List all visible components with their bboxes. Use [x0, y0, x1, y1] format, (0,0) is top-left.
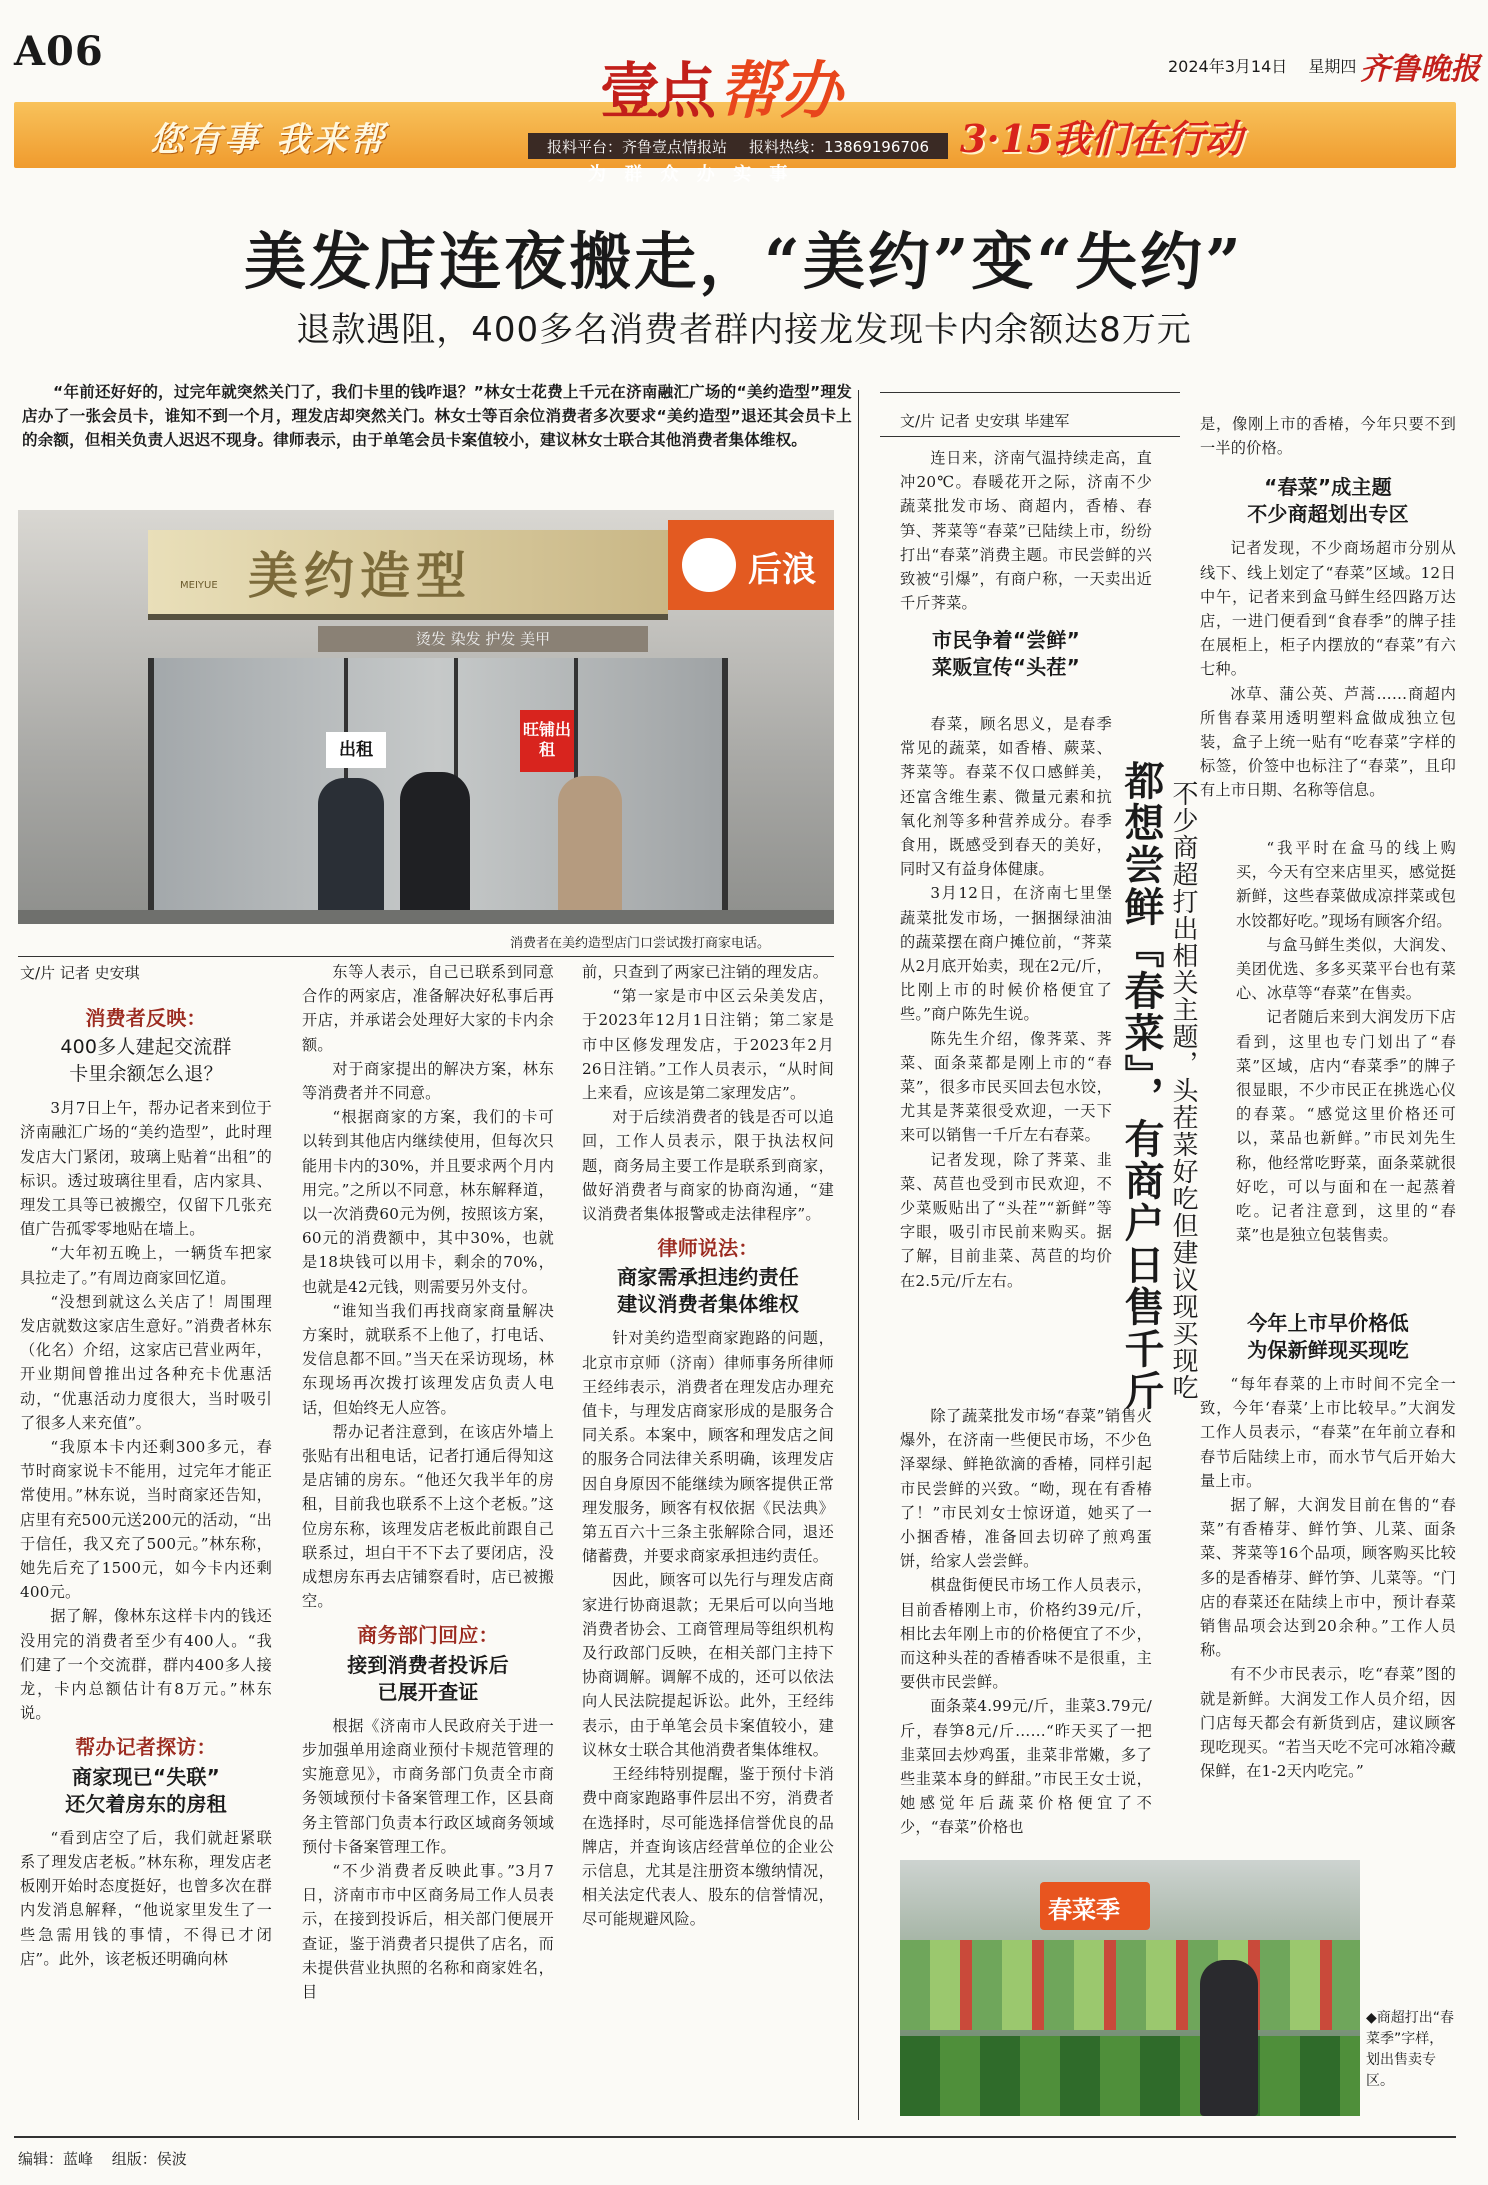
article1-subhead: 退款遇阻，400多名消费者群内接龙发现卡内余额达8万元 — [296, 310, 1192, 350]
section-logo-part1: 壹点 — [600, 57, 712, 127]
col2-head2: 接到消费者投诉后 已展开查证 — [347, 1652, 509, 1704]
paragraph: 除了蔬菜批发市场“春菜”销售火爆外，在济南一些便民市场，不少色泽翠绿、鲜艳欲滴的香椿，同样引起市民尝鲜的兴致。“呦，现在有香椿了！”市民刘女士惊讶道，她买了一小捆香椿，准备回去切碎了煎鸡蛋饼，给家人尝尝鲜。 — [900, 1407, 1152, 1571]
footer-editor: 编辑：蓝峰 — [18, 2150, 94, 2168]
shop-logo-text: MEIYUE — [180, 580, 218, 591]
col1-head1: 400多人建起交流群 卡里余额怎么退？ — [60, 1036, 232, 1086]
paragraph: 帮办记者注意到，在该店外墙上张贴有出租电话，记者打通后得知这是店铺的房东。“他还欠我半年的房租，目前我也联系不上这个老板。”这位房东称，该理发店老板此前跟自己联系过，坦白干不下去了要闭店，没成想房东再去店铺察看时，店已被搬空。 — [302, 1422, 554, 1611]
col3-kicker2: 律师说法： — [657, 1236, 759, 1261]
store-shelf — [900, 1940, 1360, 2030]
section-motto: 为 群 众 办 实 事 — [588, 164, 794, 185]
article2-top-rule — [880, 392, 1180, 393]
paragraph: “第一家是市中区云朵美发店，于2023年12月1日注销；第二家是市中区修发理发店，于2023年2月26日注销。”工作人员表示，“从时间上来看，应该是第二家理发店”。 — [582, 987, 834, 1103]
photo1-caption: 消费者在美约造型店门口尝试拨打商家电话。 — [510, 936, 771, 951]
article2-col1-lower — [900, 1404, 1152, 1840]
ground — [18, 910, 834, 924]
spring-vegetable-sign — [1040, 1882, 1150, 1930]
a2-col2-head2: “春菜”成主题 不少商超划出专区 — [1247, 475, 1409, 527]
article2-col2 — [1200, 412, 1456, 803]
neighbor-logo-icon — [682, 538, 736, 592]
section-slogan: 您有事 我来帮 — [150, 120, 387, 160]
section-logo — [600, 50, 842, 130]
paragraph: 据了解，像林东这样卡内的钱还没用完的消费者至少有400人。“我们建了一个交流群，群内400多人接龙，卡内总额估计有8万元。”林东说。 — [20, 1607, 272, 1723]
paragraph: 连日来，济南气温持续走高，直冲20℃。春暖花开之际，济南不少蔬菜批发市场、商超内，香椿、春笋、荠菜等“春菜”已陆续上市，纷纷打出“春菜”消费主题。市民尝鲜的兴致被“引爆”，有商户称，一天卖出近千斤荠菜。 — [900, 449, 1152, 613]
paragraph: 棋盘街便民市场工作人员表示，目前香椿刚上市，价格约39元/斤，相比去年刚上市的价格便宜了不少，而这种头茬的香椿香味不是很重，主要供市民尝鲜。 — [900, 1576, 1152, 1692]
paragraph: “不少消费者反映此事。”3月7日，济南市市中区商务局工作人员表示，在接到投诉后，相关部门便展开查证，鉴于消费者只提供了店名，而未提供营业执照的名称和商家姓名，目 — [302, 1861, 554, 2001]
supermarket-photo — [900, 1860, 1360, 2116]
paragraph: 针对美约造型商家跑路的问题，北京市京师（济南）律师事务所律师王经纬表示，消费者在理发店办理充值卡，与理发店商家形成的是服务合同关系。本案中，顾客和理发店之间的服务合同法律关系明确，该理发店因自身原因不能继续为顾客提供正常理发服务，顾客有权依据《民法典》第五百六十三条主张解除合同，退还储蓄费，并要求商家承担违约责任。 — [582, 1329, 834, 1566]
issue-date — [1168, 54, 1356, 77]
paragraph: 冰草、蒲公英、芦蒿……商超内所售春菜用透明塑料盒做成独立包装，盒子上统一贴有“吃春菜”字样的标签，价签中也标注了“春菜”，且印有上市日期、名称等信息。 — [1200, 684, 1456, 800]
neighbor-sign-text: 后浪 — [748, 550, 816, 590]
paragraph: “我平时在盒马的线上购买，今天有空来店里买，感觉挺新鲜，这些春菜做成凉拌菜或包水饺都好吃。”现场有顾客介绍。 — [1236, 839, 1456, 930]
article2-col2-narrow — [1236, 836, 1456, 1247]
paragraph: 与盒马鲜生类似，大润发、美团优选、多多买菜平台也有菜心、冰草等“春菜”在售卖。 — [1236, 935, 1456, 1003]
paragraph: 是，像刚上市的香椿，今年只要不到一半的价格。 — [1200, 415, 1456, 458]
paragraph: 对于后续消费者的钱是否可以追回，工作人员表示，限于执法权问题，商务局主要工作是联系到商家，做好消费者与商家的协商沟通，“建议消费者集体报警或走法律程序”。 — [582, 1108, 834, 1224]
paragraph: 因此，顾客可以先行与理发店商家进行协商退款；无果后可以向当地消费者协会、工商管理局等组织机构及行政部门反映，在相关部门主持下协商调解。调解不成的，还可以依法向人民法院提起诉讼。此外，王经纬表示，由于单笔会员卡案值较小，建议林女士联合其他消费者集体维权。 — [582, 1571, 834, 1759]
col1-head2: 商家现已“失联” 还欠着房东的房租 — [65, 1764, 227, 1816]
hotline-bar — [528, 133, 948, 159]
section-logo-part2: 帮办 — [718, 54, 843, 127]
paragraph: 3月12日，在济南七里堡蔬菜批发市场，一捆捆绿油油的蔬菜摆在商户摊位前，“荠菜从2月底开始卖，现在2元/斤，比刚上市的时候价格便宜了些。”商户陈先生说。 — [900, 884, 1112, 1024]
produce-table — [900, 2036, 1360, 2116]
paragraph: 对于商家提出的解决方案，林东等消费者并不同意。 — [302, 1059, 554, 1103]
article2-byline-rule — [880, 436, 1180, 437]
date-text: 2024年3月14日 — [1168, 57, 1288, 76]
weekday-text: 星期四 — [1308, 57, 1357, 76]
paragraph: “大年初五晚上，一辆货车把家具拉走了。”有周边商家回忆道。 — [20, 1244, 272, 1287]
paragraph: 前，只查到了两家已注销的理发店。 — [582, 963, 829, 981]
paragraph: 东等人表示，自己已联系到同意合作的两家店，准备解决好私事后再开店，并承诺会处理好大家的卡内余额。 — [302, 963, 554, 1054]
paragraph: 根据《济南市人民政府关于进一步加强单用途商业预付卡规范管理的实施意见》，市商务部门负责全市商务领域预付卡备案管理工作，区县商务主管部门负责本行政区域商务领域预付卡备案管理工作。 — [302, 1716, 554, 1856]
person-silhouette — [558, 776, 622, 924]
transfer-notice-sign: 旺铺出租 — [520, 710, 574, 772]
person-silhouette — [400, 772, 470, 924]
paragraph: 春菜，顾名思义，是春季常见的蔬菜，如香椿、蕨菜、荠菜等。春菜不仅口感鲜美，还富含维生素、微量元素和抗氧化剂等多种营养成分。春季食用，既感受到春天的美好，同时又有益身体健康。 — [900, 715, 1112, 879]
article2-byline: 文/片 记者 史安琪 毕建军 — [900, 412, 1070, 430]
lead-paragraph: “年前还好好的，过完年就突然关门了，我们卡里的钱咋退？”林女士花费上千元在济南融汇广场的“美约造型”理发店办了一张会员卡，谁知不到一个月，理发店却突然关门。林女士等百余位消费者多次要求“美约造型”退还其会员卡上的余额，但相关负责人迟迟不现身。律师表示，由于单笔会员卡案值较小，建议林女士联合其他消费者集体维权。 — [22, 383, 852, 449]
article1-col2 — [302, 960, 554, 2004]
article1-col1 — [20, 996, 272, 1971]
paragraph: 面条菜4.99元/斤，韭菜3.79元/斤，春笋8元/斤……“昨天买了一把韭菜回去炒鸡蛋，韭菜非常嫩，多了些韭菜本身的鲜甜。”市民王女士说，她感觉年后蔬菜价格便宜了不少，“春菜”价格也 — [900, 1697, 1152, 1837]
article2-col1 — [900, 446, 1152, 689]
article1-byline: 文/片 记者 史安琪 — [20, 964, 140, 982]
spring-sign-text: 春菜季 — [1048, 1896, 1120, 1924]
paragraph: 王经纬特别提醒，鉴于预付卡消费中商家跑路事件层出不穷，消费者在选择时，尽可能选择信誉优良的品牌店，并查询该店经营单位的企业公示信息，尤其是注册资本缴纳情况，相关法定代表人、股东的信誉情况，尽可能规避风险。 — [582, 1765, 834, 1929]
col2-kicker2: 商务部门回应： — [357, 1623, 499, 1648]
person-silhouette — [1200, 1960, 1258, 2116]
col1-kicker2: 帮办记者探访： — [75, 1735, 217, 1760]
page-number: A06 — [14, 28, 104, 75]
paper-name: 齐鲁晚报 — [1360, 52, 1480, 87]
article2-subhead: 不少商超打出相关主题，头茬菜好吃但建议现买现吃 — [1168, 780, 1198, 1401]
hotline-platform: 报料平台：齐鲁壹点情报站 — [547, 137, 728, 156]
paragraph: “谁知当我们再找商家商量解决方案时，就联系不上他了，打电话、发信息都不回。”当天在采访现场，林东现场再次拨打该理发店负责人电话，但始终无人应答。 — [302, 1301, 554, 1417]
col1-kicker1: 消费者反映： — [85, 1006, 207, 1030]
shop-name-sign: 美约造型 — [248, 546, 472, 605]
person-silhouette — [318, 778, 384, 924]
a2-col1-head2: 市民争着“尝鲜” 菜贩宣传“头茬” — [932, 628, 1080, 680]
article2-headline: 都想尝鲜『春菜』，有商户日售千斤 — [1118, 760, 1165, 1412]
shop-signboard — [148, 530, 668, 620]
paragraph: 记者发现，不少商场超市分别从线下、线上划定了“春菜”区域。12日中午，记者来到盒马鲜生经四路万达店，一进门便看到“食春季”的牌子挂在展柜上，柜子内摆放的“春菜”有六七种。 — [1200, 539, 1456, 679]
article1-divider — [18, 956, 834, 957]
footer-layout: 组版：侯波 — [111, 2150, 187, 2168]
a2-col2-head3: 今年上市早价格低 为保新鲜现买现吃 — [1247, 1311, 1409, 1362]
col3-head2: 商家需承担违约责任 建议消费者集体维权 — [617, 1265, 799, 1317]
article1-headline: 美发店连夜搬走，“美约”变“失约” — [244, 225, 1244, 298]
storefront-photo — [18, 510, 834, 924]
footer-rule — [14, 2136, 1456, 2138]
article-divider-vertical — [858, 390, 859, 2120]
neighbor-signboard — [668, 520, 834, 610]
paragraph: “看到店空了后，我们就赶紧联系了理发店老板。”林东称，理发店老板刚开始时态度挺好，也曾多次在群内发消息解释，“他说家里发生了一些急需用钱的事情，不得已才闭店”。此外，该老板还明确向林 — [20, 1828, 272, 1968]
article2-col2-lower — [1200, 1310, 1456, 1783]
article1-lead — [22, 380, 852, 452]
services-strip: 烫发 染发 护发 美甲 — [318, 626, 648, 652]
paragraph: 3月7日上午，帮办记者来到位于济南融汇广场的“美约造型”，此时理发店大门紧闭，玻璃上贴着“出租”的标识。透过玻璃往里看，店内家具、理发工具等已被搬空，仅留下几张充值广告孤零零地贴在墙上。 — [20, 1099, 272, 1239]
paragraph: 记者发现，除了荠菜、韭菜、莴苣也受到市民欢迎，不少菜贩贴出了“头茬”“新鲜”等字眼，吸引市民前来购买。据了解，目前韭菜、莴苣的均价在2.5元/斤左右。 — [900, 1150, 1112, 1290]
rent-notice-sign: 出租 — [326, 732, 386, 768]
paragraph: 有不少市民表示，吃“春菜”图的就是新鲜。大润发工作人员介绍，因门店每天都会有新货到店，建议顾客现吃现买。“若当天吃不完可冰箱冷藏保鲜，在1-2天内吃完。” — [1200, 1665, 1456, 1781]
paragraph: 陈先生介绍，像荠菜、荠菜、面条菜都是刚上市的“春菜”，很多市民买回去包水饺，尤其是荠菜很受欢迎，一天下来可以销售一千斤左右春菜。 — [900, 1029, 1112, 1145]
paragraph: “没想到就这么关店了！周围理发店就数这家店生意好。”消费者林东（化名）介绍，这家店已营业两年，开业期间曾推出过各种充卡优惠活动，“优惠活动力度很大，当时吸引了很多人来充值”。 — [20, 1292, 272, 1432]
paragraph: “每年春菜的上市时间不完全一致，今年‘春菜’上市比较早。”大润发工作人员表示，“春菜”在年前立春和春节后陆续上市，而水节气后开始大量上市。 — [1200, 1375, 1456, 1490]
article2-col1-cont — [900, 712, 1112, 1293]
hotline-phone: 报料热线：13869196706 — [749, 137, 929, 156]
campaign-title: 3·15我们在行动 — [960, 116, 1243, 161]
paragraph: “我原本卡内还剩300多元，春节时商家说卡不能用，过完年才能正常使用。”林东说，当时商家还告知，店里有充500元送200元的活动，“出于信任，我又充了500元。”林东称，她先后充了1500元，如今卡内还剩400元。 — [20, 1438, 272, 1602]
footer-credits — [18, 2148, 187, 2169]
article1-col3 — [582, 960, 834, 1932]
paragraph: “根据商家的方案，我们的卡可以转到其他店内继续使用，但每次只能用卡内的30%，并且要求两个月内用完。”之所以不同意，林东解释道，以一次消费60元为例，按照该方案，60元的消费额中，其中30%，也就是18块钱可以用卡，剩余的70%，也就是42元钱，则需要另外支付。 — [302, 1108, 554, 1296]
paragraph: 据了解，大润发目前在售的“春菜”有香椿芽、鲜竹笋、儿菜、面条菜、荠菜等16个品项，顾客购买比较多的是香椿芽、鲜竹笋、儿菜等。“门店的春菜还在陆续上市中，预计春菜销售品项会达到20余种。”工作人员称。 — [1200, 1496, 1456, 1660]
paragraph: 记者随后来到大润发历下店看到，这里也专门划出了“春菜”区域，店内“春菜季”的牌子很显眼，不少市民正在挑选心仪的春菜。“感觉这里价格还可以，菜品也新鲜。”市民刘先生称，他经常吃野菜，面条菜就很好吃，可以与面和在一起蒸着吃。记者注意到，这里的“春菜”也是独立包装售卖。 — [1236, 1008, 1456, 1245]
photo2-caption: ◆商超打出“春菜季”字样，划出售卖专区。 — [1366, 2010, 1455, 2089]
